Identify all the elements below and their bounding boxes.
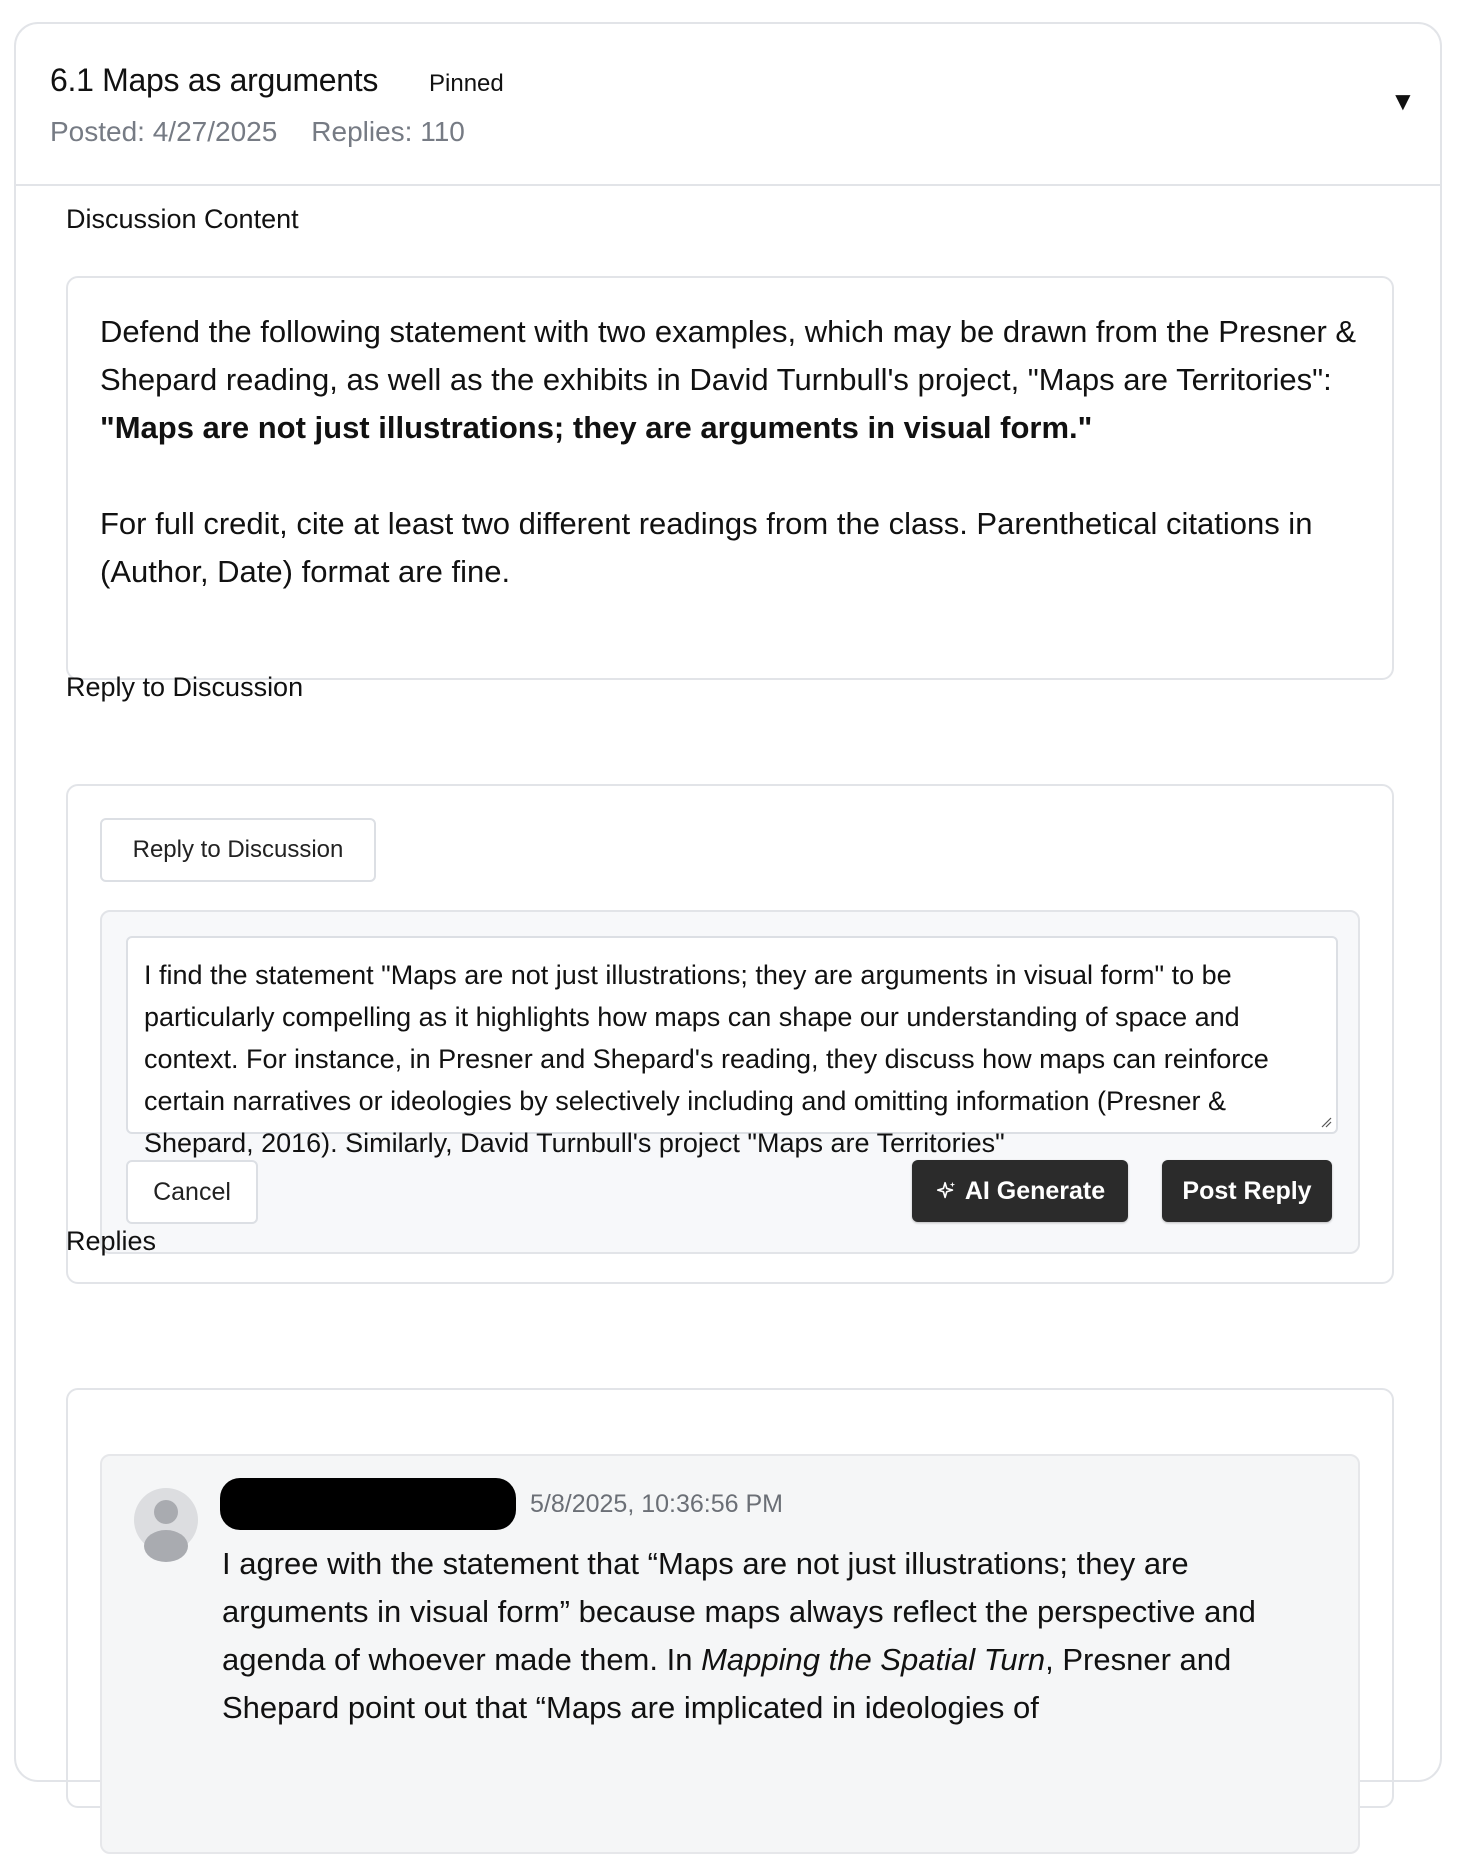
reply-text	[222, 1540, 1332, 1732]
redacted-author-name	[220, 1478, 516, 1530]
discussion-card	[14, 22, 1442, 1782]
reply-italic-title: Mapping the Spatial Turn	[701, 1642, 1046, 1677]
ai-generate-label: AI Generate	[964, 1176, 1106, 1205]
replies-heading: Replies	[66, 1226, 157, 1256]
discussion-meta	[50, 116, 465, 148]
prompt-paragraph: Defend the following statement with two examples, which may be drawn from the Presner & Shepard reading, as well as the exhibits in David Turnbull's project, "Maps are Territories":	[100, 314, 1357, 397]
reply-to-discussion-button[interactable]: Reply to Discussion	[100, 818, 376, 882]
resize-grip-icon[interactable]	[1320, 1116, 1332, 1128]
reply-timestamp: 5/8/2025, 10:36:56 PM	[530, 1490, 783, 1518]
sparkle-icon	[935, 1180, 957, 1202]
reply-section-heading: Reply to Discussion	[66, 672, 304, 702]
user-avatar-icon	[134, 1488, 198, 1552]
replies-box	[66, 1388, 1394, 1808]
reply-form-box	[66, 784, 1394, 1284]
reply-editor-panel	[100, 910, 1360, 1254]
ai-generate-button[interactable]	[912, 1160, 1128, 1222]
post-reply-button[interactable]: Post Reply	[1162, 1160, 1332, 1222]
reply-text-part: , Presner and Shepard point out that “Maps are implicated in ideologies of	[222, 1642, 1232, 1725]
discussion-content-heading: Discussion Content	[66, 204, 299, 234]
pinned-badge: Pinned	[429, 70, 504, 97]
prompt-requirements: For full credit, cite at least two different readings from the class. Parenthetical citations in (Author, Date) format are fine.	[100, 506, 1313, 589]
discussion-header[interactable]	[16, 24, 1440, 186]
discussion-content-box	[66, 276, 1394, 680]
posted-date: Posted: 4/27/2025	[50, 116, 278, 147]
discussion-title: 6.1 Maps as arguments	[50, 62, 379, 98]
reply-item	[100, 1454, 1360, 1854]
reply-text-part: I agree with the statement that “Maps are not just illustrations; they are arguments in visual form” because maps always reflect the perspective and agenda of whoever made them. In	[222, 1546, 1256, 1677]
prompt-quote: "Maps are not just illustrations; they are arguments in visual form."	[100, 410, 1093, 445]
reply-textarea-value: I find the statement "Maps are not just illustrations; they are arguments in visual form" to be particularly compelling as it highlights how maps can shape our understanding of space and context. For instance, in Presner and Shepard's reading, they discuss how maps can reinforce certain narratives or ideologies by selectively including and omitting information (Presner & Shepard, 2016). Similarly, David Turnbull's project "Maps are Territories"	[144, 960, 1269, 1158]
replies-count: Replies: 110	[311, 116, 465, 147]
cancel-button[interactable]: Cancel	[126, 1160, 258, 1224]
reply-textarea[interactable]	[126, 936, 1338, 1158]
chevron-down-icon[interactable]: ▼	[1390, 86, 1416, 116]
